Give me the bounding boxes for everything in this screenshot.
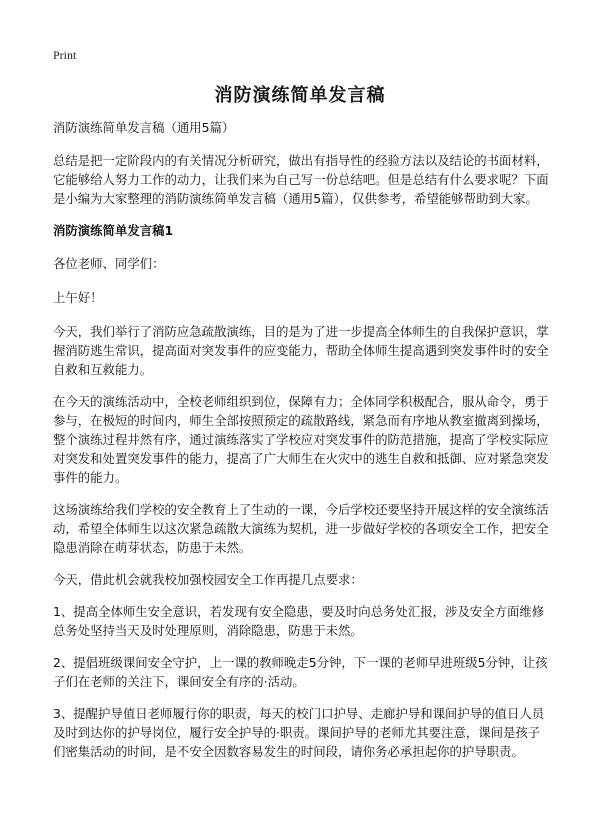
greeting: 各位老师、同学们： — [53, 256, 165, 271]
paragraph-requirements-intro: 今天，借此机会就我校加强校园安全工作再提几点要求： — [53, 572, 363, 587]
section-heading: 消防演练简单发言稿1 — [53, 223, 174, 238]
document-title: 消防演练简单发言稿 — [214, 85, 386, 106]
morning-greeting: 上午好！ — [53, 290, 103, 305]
paragraph-purpose: 今天，我们举行了消防应急疏散演练，目的是为了进一步提高全体师生的自我保护意识，掌握消防逃生常识，提高面对突发事件的应变能力，帮助全体师生提高遇到突发事件时的安全自救和互救能力。 — [53, 324, 549, 377]
print-link[interactable]: Print — [53, 48, 77, 62]
requirement-item-3: 3、提醒护导值日老师履行你的职责，每天的校门口护导、走廊护导和课间护导的值日人员及时到达你的护导岗位，履行安全护导的·职责。课间护导的老师尤其要注意，课间是孩子们密集活动的时间，是不安全因数容易发生的时间段，请你务必承担起你的护导职责。 — [53, 706, 545, 759]
requirement-item-2: 2、提倡班级课间安全守护，上一课的教师晚走5分钟，下一课的老师早进班级5分钟，让孩子们在老师的关注下，课间安全有序的·活动。 — [53, 655, 548, 689]
requirement-item-1: 1、提高全体师生安全意识，若发现有安全隐患，要及时向总务处汇报，涉及安全方面维修总务处坚持当天及时处理原则，消除隐患，防患于未然。 — [53, 604, 545, 638]
article-body — [53, 118, 551, 774]
paragraph-activity: 在今天的演练活动中，全校老师组织到位，保障有力；全体同学积极配合，服从命令，勇于参与，在极短的时间内，师生全部按照预定的疏散路线，紧急而有序地从教室撤离到操场，整个演练过程井然有序，通过演练落实了学校应对突发事件的防范措施，提高了学校实际应对突发和处置突发事件的能力，提高了广大师生在火灾中的逃生自救和抵御、应对紧急突发事件的能力。 — [53, 394, 549, 485]
intro-paragraph: 总结是把一定阶段内的有关情况分析研究，做出有指导性的经验方法以及结论的书面材料，它能够给人努力工作的动力，让我们来为自己写一份总结吧。但是总结有什么要求呢？下面是小编为大家整理的消防演练简单发言稿（通用5篇），仅供参考，希望能够帮助到大家。 — [53, 153, 549, 206]
article-subtitle: 消防演练简单发言稿（通用5篇） — [53, 120, 235, 135]
paragraph-lesson: 这场演练给我们学校的安全教育上了生动的一课，今后学校还要坚持开展这样的安全演练活动，希望全体师生以这次紧急疏散大演练为契机，进一步做好学校的各项安全工作，把安全隐患消除在萌芽状态，防患于未然。 — [53, 502, 549, 555]
